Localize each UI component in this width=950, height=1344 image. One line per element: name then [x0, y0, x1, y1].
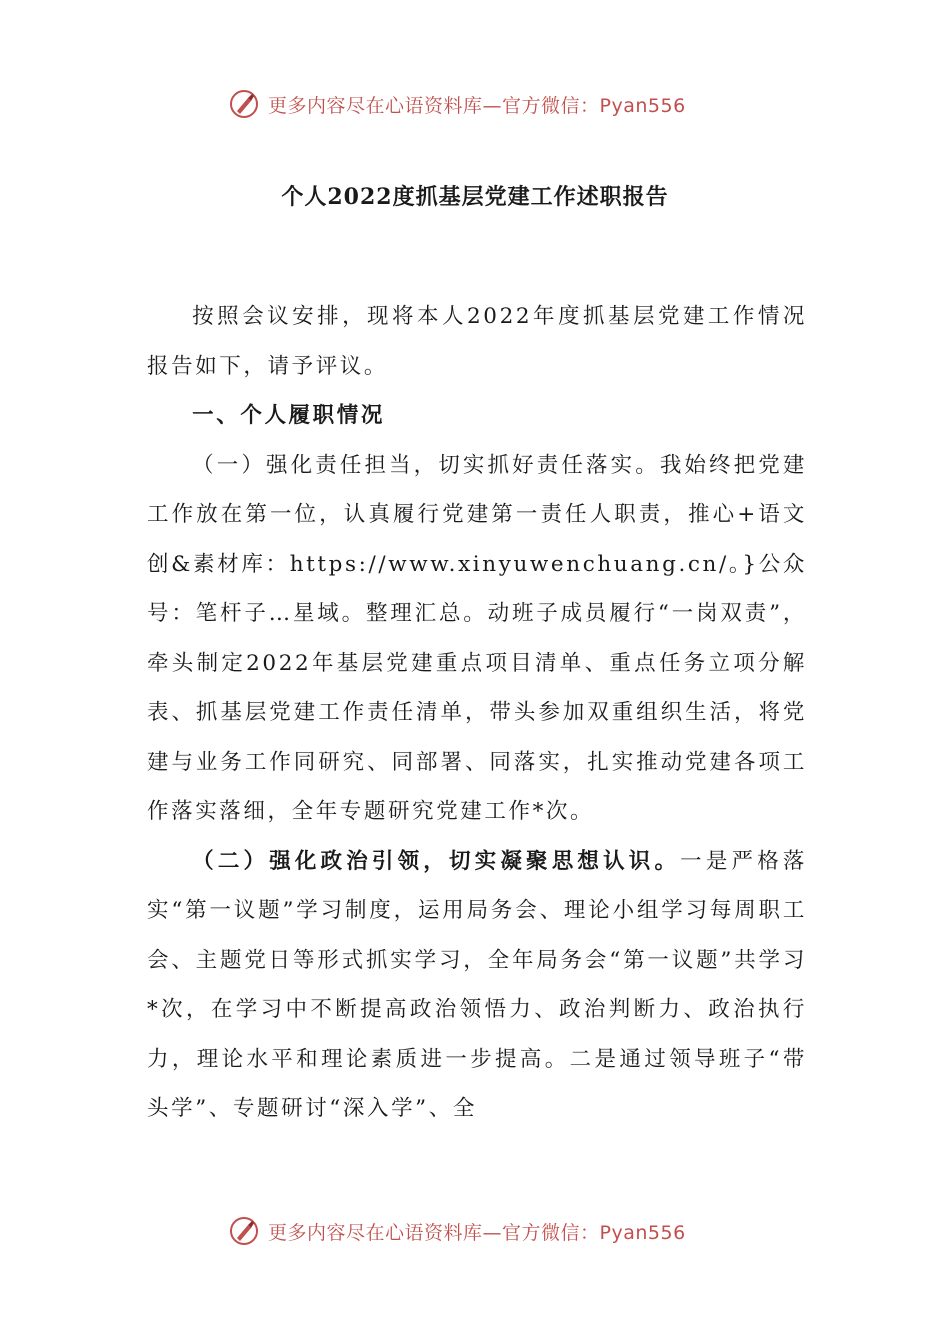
section-heading: 一、个人履职情况: [192, 403, 385, 428]
paragraph-2: [147, 837, 807, 1134]
pen-nib-logo-icon: [228, 1215, 260, 1247]
pen-nib-logo-icon: [228, 88, 260, 120]
paragraph-2-text: 一是严格落实“第一议题”学习制度，运用局务会、理论小组学习每周职工会、主题党日等形式抓实学习，全年局务会“第一议题”共学习*次，在学习中不断提高政治领悟力、政治判断力、政治执行力，理论水平和理论素质进一步提高。二是通过领导班子“带头学”、专题研讨“深入学”、全: [147, 848, 807, 1121]
watermark-text: 更多内容尽在心语资料库—官方微信：Pyan556: [268, 1221, 686, 1244]
intro-paragraph: 按照会议安排，现将本人2022年度抓基层党建工作情况报告如下，请予评议。: [147, 304, 807, 379]
paragraph-1: （一）强化责任担当，切实抓好责任落实。我始终把党建工作放在第一位，认真履行党建第一责任人职责，推心+语文创&素材库：https://www.xinyuwenchuang.cn/。}公众号：笔杆子…星域。整理汇总。动班子成员履行“一岗双责”，牵头制定2022年基层党建重点项目清单、重点任务立项分解表、抓基层党建工作责任清单，带头参加双重组织生活，将党建与业务工作同研究、同部署、同落实，扎实推动党建各项工作落实落细，全年专题研究党建工作*次。: [147, 452, 807, 824]
watermark-header: [228, 84, 686, 124]
document-title: 个人2022度抓基层党建工作述职报告: [281, 184, 669, 210]
watermark-text: 更多内容尽在心语资料库—官方微信：Pyan556: [268, 94, 686, 117]
document-body: [147, 292, 807, 1134]
watermark-footer: [228, 1211, 686, 1251]
paragraph-2-lead: （二）强化政治引领，切实凝聚思想认识。: [192, 848, 681, 874]
